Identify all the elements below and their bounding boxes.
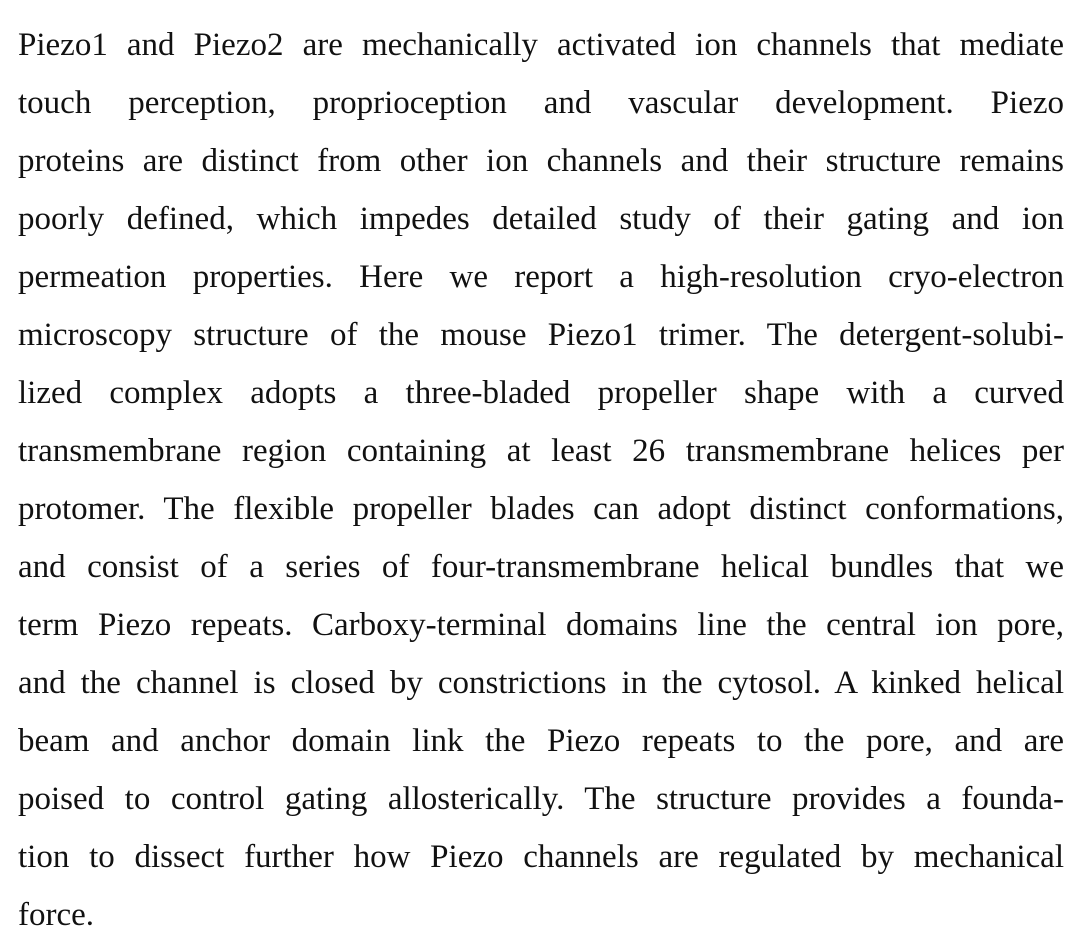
abstract-line: proteins are distinct from other ion channels and their structure remains [18,143,1064,179]
abstract-line: permeation properties. Here we report a high-resolution cryo-electron [18,259,1064,295]
abstract-line: microscopy structure of the mouse Piezo1 trimer. The detergent-solubi- [18,317,1064,353]
abstract-line: poised to control gating allosterically. The structure provides a founda- [18,781,1064,817]
abstract-line: force. [18,897,95,933]
abstract-line: touch perception, proprioception and vascular development. Piezo [18,85,1064,121]
abstract-line: term Piezo repeats. Carboxy-terminal domains line the central ion pore, [18,607,1064,643]
abstract-line: beam and anchor domain link the Piezo repeats to the pore, and are [18,723,1064,759]
abstract-line: Piezo1 and Piezo2 are mechanically activated ion channels that mediate [18,27,1064,63]
abstract-line: poorly defined, which impedes detailed study of their gating and ion [18,201,1064,237]
abstract-line: and consist of a series of four-transmembrane helical bundles that we [18,549,1064,585]
abstract-line: protomer. The flexible propeller blades can adopt distinct conformations, [18,491,1064,527]
abstract-line: tion to dissect further how Piezo channels are regulated by mechanical [18,839,1064,875]
abstract-line: lized complex adopts a three-bladed propeller shape with a curved [18,375,1064,411]
abstract-paragraph [18,16,1064,944]
abstract-line: and the channel is closed by constrictions in the cytosol. A kinked helical [18,665,1064,701]
abstract-line: transmembrane region containing at least 26 transmembrane helices per [18,433,1064,469]
